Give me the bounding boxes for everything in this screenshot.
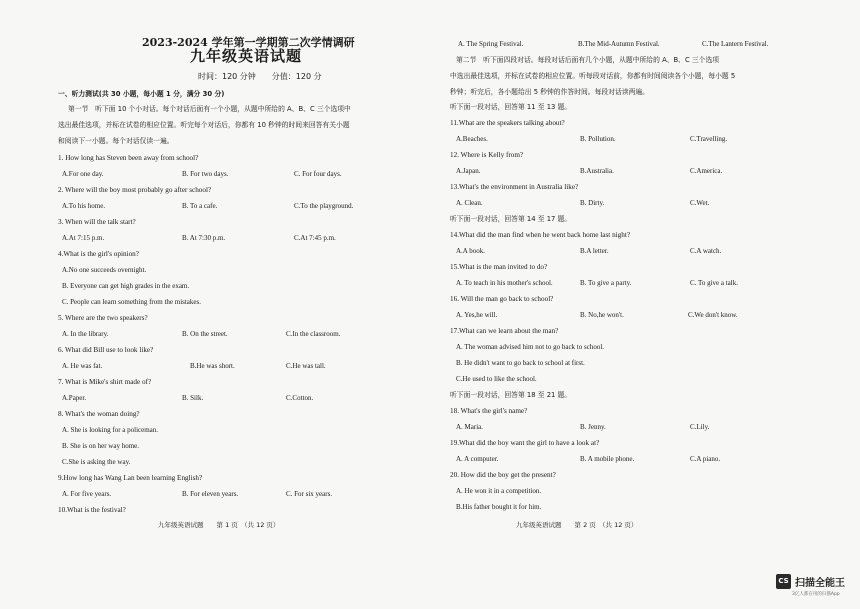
q3-option-c: C.At 7:45 p.m. bbox=[294, 234, 336, 242]
q9-option-b: B. For eleven years. bbox=[182, 490, 239, 498]
q20-option-a: A. He won it in a competition. bbox=[456, 487, 542, 495]
q6-option-a: A. He was fat. bbox=[62, 362, 103, 370]
q15-option-b: B. To give a party. bbox=[580, 279, 632, 287]
q7-option-c: C.Cotton. bbox=[286, 394, 314, 402]
question-3: 3. When will the talk start? bbox=[58, 218, 136, 226]
q14-option-a: A.A book. bbox=[456, 247, 485, 255]
q1-option-a: A.For one day. bbox=[62, 170, 104, 178]
camscanner-watermark bbox=[776, 572, 856, 602]
q10-option-c: C.The Lantern Festival. bbox=[702, 40, 769, 48]
q11-option-c: C.Travelling. bbox=[690, 135, 728, 143]
q5-option-c: C.In the classroom. bbox=[286, 330, 341, 338]
camscanner-tagline: 3亿人都在用的扫描App bbox=[792, 592, 840, 597]
q10-option-b: B.The Mid-Autumn Festival. bbox=[578, 40, 660, 48]
q20-option-b: B.His father bought it for him. bbox=[456, 503, 542, 511]
q12-option-a: A.Japan. bbox=[456, 167, 481, 175]
q3-option-a: A.At 7:15 p.m. bbox=[62, 234, 105, 242]
question-17: 17.What can we learn about the man? bbox=[450, 327, 559, 335]
question-16: 16. Will the man go back to school? bbox=[450, 295, 554, 303]
section1-instruction-1: 第一节 听下面 10 个小对话。每个对话后面有一个小题，从题中所给的 A、B、C 三个选项中 bbox=[68, 105, 351, 113]
q15-option-c: C. To give a talk. bbox=[690, 279, 738, 287]
q14-option-c: C.A watch. bbox=[690, 247, 722, 255]
q19-option-a: A. A computer. bbox=[456, 455, 499, 463]
q11-option-b: B. Pollution. bbox=[580, 135, 616, 143]
q12-option-b: B.Australia. bbox=[580, 167, 614, 175]
q18-option-a: A. Maria. bbox=[456, 423, 484, 431]
question-10: 10.What is the festival? bbox=[58, 506, 126, 514]
question-7: 7. What is Mike's shirt made of? bbox=[58, 378, 152, 386]
q6-option-c: C.He was tall. bbox=[286, 362, 326, 370]
section2-instruction-2: 中选出最佳选项，并标在试卷的相应位置。听每段对话前，你都有时间阅读各个小题，每小题 5 bbox=[450, 72, 736, 80]
q1-option-b: B. For two days. bbox=[182, 170, 229, 178]
q17-option-c: C.He used to like the school. bbox=[456, 375, 537, 383]
q13-option-b: B. Dirty. bbox=[580, 199, 605, 207]
q15-option-a: A. To teach in his mother's school. bbox=[456, 279, 553, 287]
q18-option-c: C.Lily. bbox=[690, 423, 710, 431]
q17-option-a: A. The woman advised him not to go back to school. bbox=[456, 343, 605, 351]
q8-option-b: B. She is on her way home. bbox=[62, 442, 139, 450]
q9-option-a: A. For five years. bbox=[62, 490, 112, 498]
q16-option-a: A. Yes,he will. bbox=[456, 311, 498, 319]
page-footer-right: 九年级英语试题 第 2 页 （共 12 页） bbox=[516, 521, 638, 529]
q4-option-a: A.No one succeeds overnight. bbox=[62, 266, 147, 274]
q16-option-b: B. No,he won't. bbox=[580, 311, 624, 319]
q4-option-c: C. People can learn something from the mistakes. bbox=[62, 298, 201, 306]
q6-option-b: B.He was short. bbox=[190, 362, 235, 370]
exam-title-line2: 九年级英语试题 bbox=[190, 47, 303, 65]
q8-option-a: A. She is looking for a policeman. bbox=[62, 426, 159, 434]
q17-option-b: B. He didn't want to go back to school at first. bbox=[456, 359, 585, 367]
group-instruction-11-13: 听下面一段对话，回答第 11 至 13 题。 bbox=[450, 103, 572, 111]
camscanner-brand-name: 扫描全能王 bbox=[795, 578, 845, 589]
question-14: 14.What did the man find when he went back home last night? bbox=[450, 231, 631, 239]
question-15: 15.What is the man invited to do? bbox=[450, 263, 548, 271]
section1-heading: 一、听力测试(共 30 小题，每小题 1 分，满分 30 分) bbox=[58, 90, 225, 98]
question-2: 2. Where will the boy most probably go after school? bbox=[58, 186, 212, 194]
q12-option-c: C.America. bbox=[690, 167, 723, 175]
q2-option-b: B. To a cafe. bbox=[182, 202, 218, 210]
exam-time-info: 时间：120 分钟 分值：120 分 bbox=[198, 72, 322, 81]
group-instruction-14-17: 听下面一段对话，回答第 14 至 17 题。 bbox=[450, 215, 572, 223]
q2-option-a: A.To his home. bbox=[62, 202, 106, 210]
question-1: 1. How long has Steven been away from school? bbox=[58, 154, 199, 162]
question-11: 11.What are the speakers talking about? bbox=[450, 119, 565, 127]
exam-title-line1: 2023-2024 学年第一学期第二次学情调研 bbox=[142, 36, 355, 49]
q10-option-a: A. The Spring Festival. bbox=[458, 40, 524, 48]
question-6: 6. What did Bill use to look like? bbox=[58, 346, 154, 354]
question-19: 19.What did the boy want the girl to have a look at? bbox=[450, 439, 600, 447]
question-8: 8. What's the woman doing? bbox=[58, 410, 140, 418]
q3-option-b: B. At 7:30 p.m. bbox=[182, 234, 226, 242]
section1-instruction-3: 和阅读下一小题。每个对话仅读一遍。 bbox=[58, 137, 174, 145]
q16-option-c: C.We don't know. bbox=[688, 311, 738, 319]
section2-instruction-1: 第二节 听下面四段对话。每段对话后面有几个小题，从题中所给的 A、B、C 三个选项 bbox=[456, 56, 720, 64]
q7-option-b: B. Silk. bbox=[182, 394, 204, 402]
question-13: 13.What's the environment in Australia like? bbox=[450, 183, 579, 191]
camscanner-logo-icon: CS bbox=[776, 574, 791, 589]
q7-option-a: A.Paper. bbox=[62, 394, 87, 402]
q2-option-c: C.To the playground. bbox=[294, 202, 354, 210]
q19-option-b: B. A mobile phone. bbox=[580, 455, 635, 463]
q1-option-c: C. For four days. bbox=[294, 170, 342, 178]
group-instruction-18-21: 听下面一段对话，回答第 18 至 21 题。 bbox=[450, 391, 572, 399]
q5-option-a: A. In the library. bbox=[62, 330, 109, 338]
question-9: 9.How long has Wang Lan been learning English? bbox=[58, 474, 203, 482]
section1-instruction-2: 选出最佳选项，并标在试卷的相应位置。听完每个对话后，你都有 10 秒钟的时间来回答有关小题 bbox=[58, 121, 350, 129]
q8-option-c: C.She is asking the way. bbox=[62, 458, 131, 466]
question-4: 4.What is the girl's opinion? bbox=[58, 250, 139, 258]
section2-instruction-3: 秒钟；听完后，各小题给出 5 秒钟的作答时间。每段对话读两遍。 bbox=[450, 88, 649, 96]
q4-option-b: B. Everyone can get high grades in the exam. bbox=[62, 282, 190, 290]
q5-option-b: B. On the street. bbox=[182, 330, 228, 338]
page-footer-left: 九年级英语试题 第 1 页 （共 12 页） bbox=[158, 521, 280, 529]
q14-option-b: B.A letter. bbox=[580, 247, 609, 255]
q19-option-c: C.A piano. bbox=[690, 455, 721, 463]
q18-option-b: B. Jenny. bbox=[580, 423, 606, 431]
question-20: 20. How did the boy get the present? bbox=[450, 471, 556, 479]
question-18: 18. What's the girl's name? bbox=[450, 407, 528, 415]
question-12: 12. Where is Kelly from? bbox=[450, 151, 524, 159]
q13-option-a: A. Clean. bbox=[456, 199, 483, 207]
q9-option-c: C. For six years. bbox=[286, 490, 333, 498]
q13-option-c: C.Wet. bbox=[690, 199, 710, 207]
q11-option-a: A.Beaches. bbox=[456, 135, 488, 143]
question-5: 5. Where are the two speakers? bbox=[58, 314, 148, 322]
